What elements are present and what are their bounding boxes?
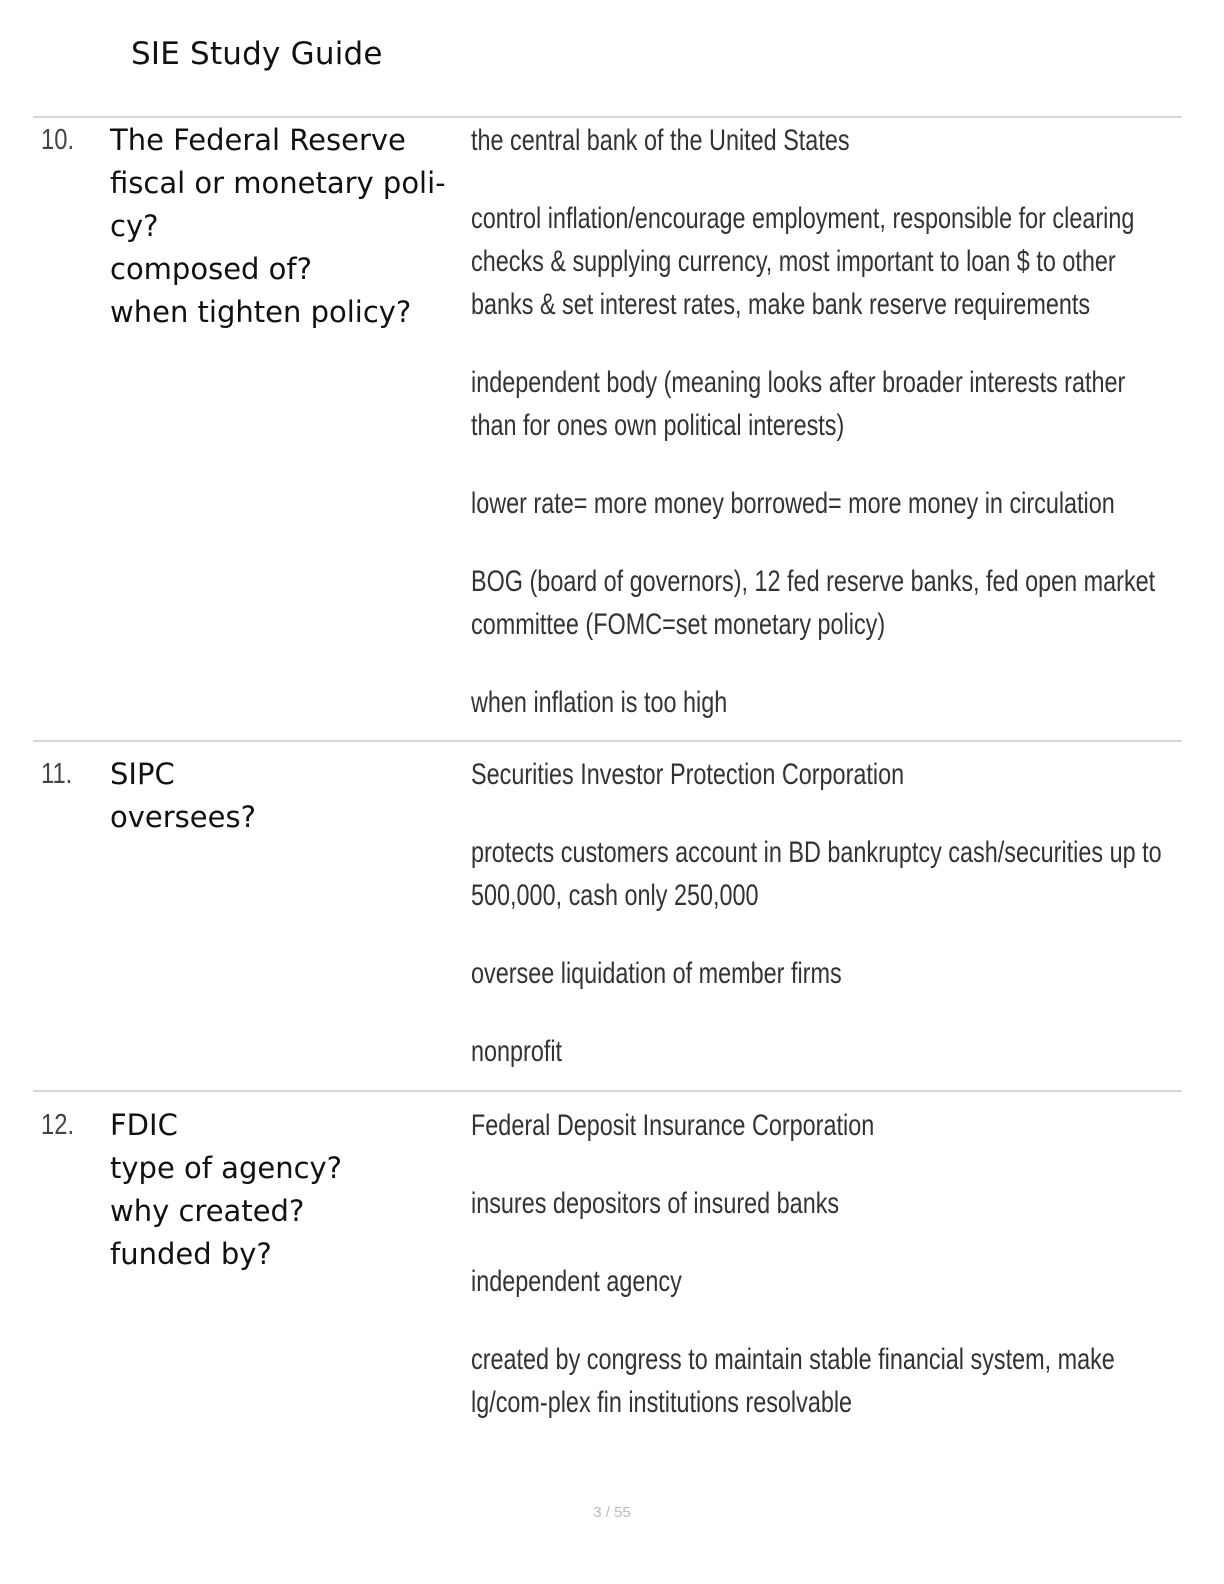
card-number: 10. [41,124,75,156]
page-number: 3 / 55 [593,1504,631,1521]
document-title: SIE Study Guide [131,36,383,72]
card-number: 12. [41,1109,75,1141]
card-definitions [471,119,1181,724]
definition-line: when inflation is too high [471,686,728,719]
card-divider [33,740,1182,742]
card-term: FDIC type of agency? why created? funded by? [110,1108,343,1271]
definition-line: independent agency [471,1265,682,1298]
definition-line: Federal Deposit Insurance Corporation [471,1109,875,1142]
definition-line: control inflation/encourage employment, responsible for clearing checks & supplying currency, most important to loan $ to other banks & set interest rates, make bank reserve requirements [471,202,1135,321]
definition-line: nonprofit [471,1035,563,1068]
definition-line: Securities Investor Protection Corporation [471,758,905,791]
definition-line: oversee liquidation of member firms [471,957,842,990]
card-definitions [471,1104,1181,1424]
definition-line: BOG (board of governors), 12 fed reserve banks, fed open market committee (FOMC=set monetary policy) [471,565,1156,641]
definition-line: created by congress to maintain stable financial system, make lg/com-plex fin institutions resolvable [471,1343,1115,1419]
card-term: SIPC oversees? [110,757,256,834]
card-definitions [471,753,1181,1073]
definition-line: insures depositors of insured banks [471,1187,840,1220]
card-divider [33,1090,1182,1092]
definition-line: protects customers account in BD bankruptcy cash/securities up to 500,000, cash only 250,000 [471,836,1162,912]
definition-line: independent body (meaning looks after broader interests rather than for ones own political interests) [471,366,1126,442]
card-divider [33,116,1182,118]
card-number: 11. [41,758,73,790]
card-term: The Federal Reserve fiscal or monetary poli- cy? composed of? when tighten policy? [110,123,446,329]
definition-line: lower rate= more money borrowed= more money in circulation [471,487,1115,520]
definition-line: the central bank of the United States [471,124,850,157]
